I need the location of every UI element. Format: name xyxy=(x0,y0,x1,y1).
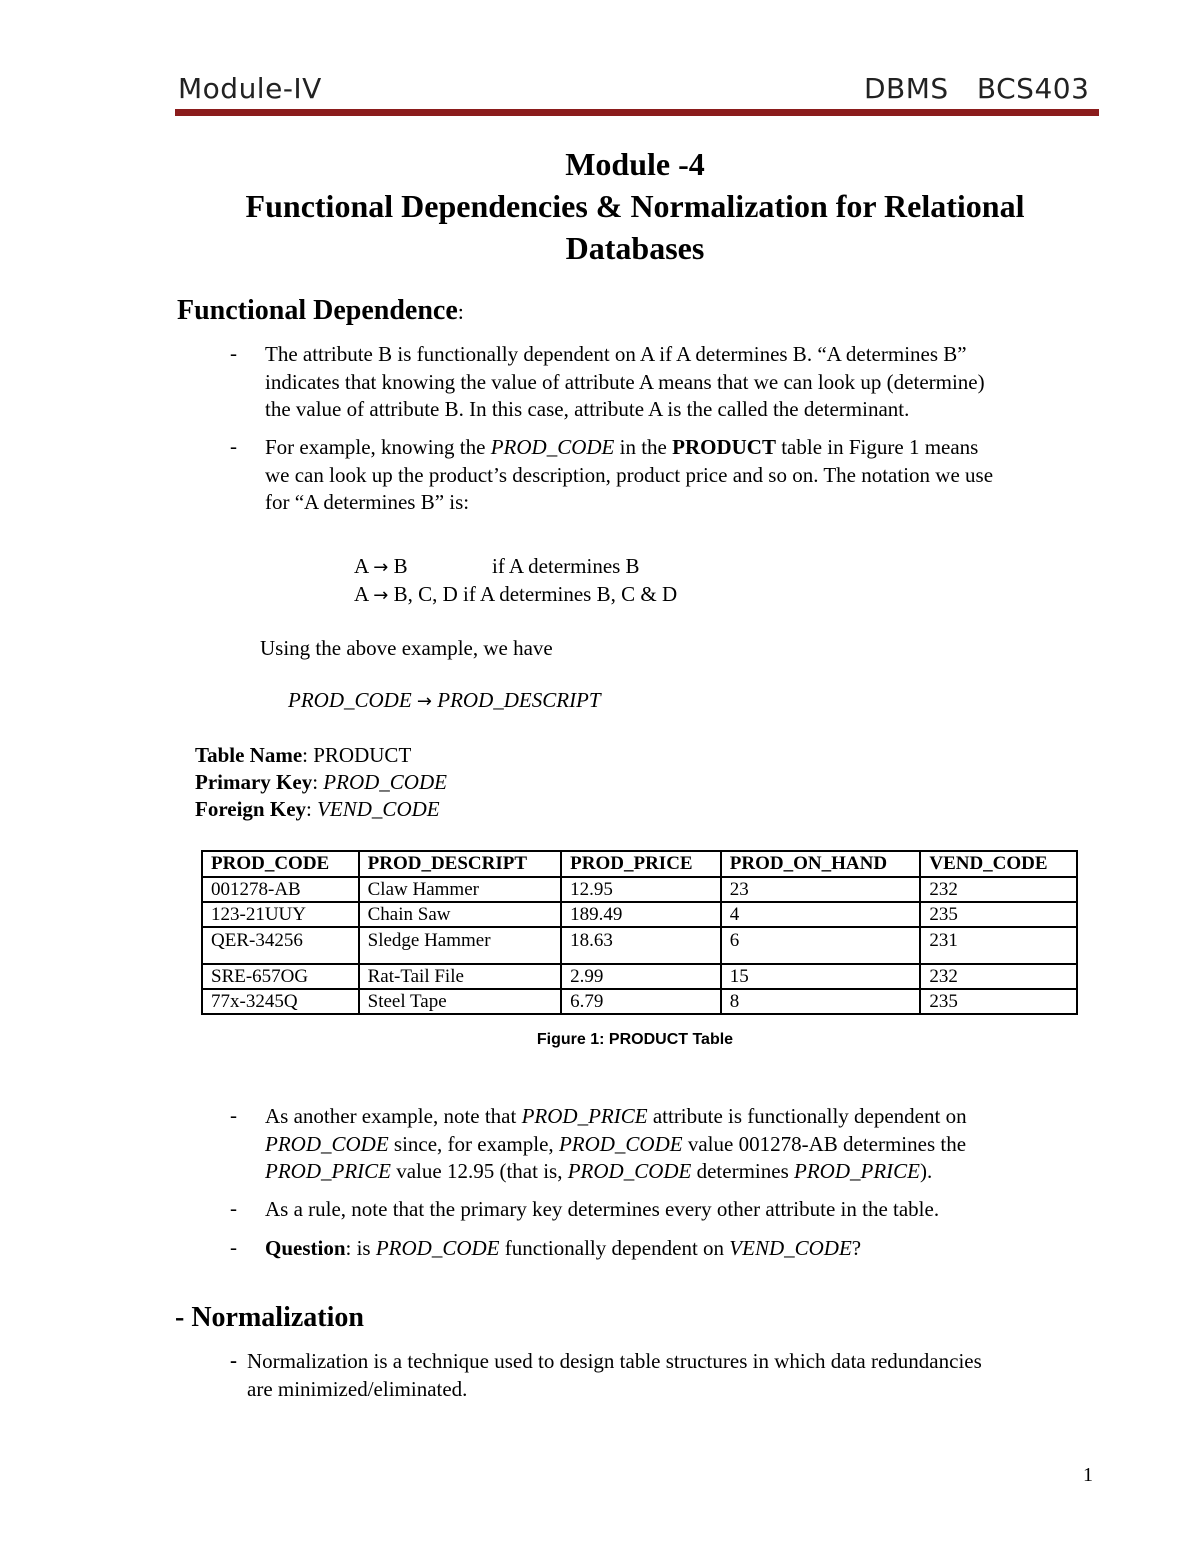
table-cell: 235 xyxy=(920,902,1077,927)
notation-line-2 xyxy=(354,582,677,607)
bullet-dash: - xyxy=(230,434,237,458)
table-cell: 231 xyxy=(920,927,1077,964)
bullet-normalization-definition xyxy=(247,1348,982,1403)
attr-name: PROD_CODE xyxy=(375,1236,500,1260)
arrow-icon: → xyxy=(373,557,389,578)
table-cell: 235 xyxy=(920,989,1077,1014)
header-module-label: Module-IV xyxy=(178,72,322,105)
bullet-fd-example xyxy=(265,434,993,517)
table-row xyxy=(202,927,1077,964)
table-name-product: PRODUCT xyxy=(672,435,776,459)
using-example-text: Using the above example, we have xyxy=(260,636,553,660)
arrow-icon: → xyxy=(416,691,432,712)
text: ). xyxy=(919,1159,933,1183)
table-name-line: Table Name: PRODUCT xyxy=(195,743,412,767)
text: determines xyxy=(691,1159,794,1183)
header-rule xyxy=(175,109,1099,116)
foreign-key-line: Foreign Key: VEND_CODE xyxy=(195,797,440,821)
text: ? xyxy=(851,1236,862,1260)
bullet-line: we can look up the product’s description, product price and so on. The notation we use xyxy=(265,462,994,487)
bullet-line: are minimized/eliminated. xyxy=(247,1376,468,1401)
bullet-dash: - xyxy=(230,341,237,365)
text: value 001278-AB determines the xyxy=(682,1131,967,1156)
text: table in Figure 1 means xyxy=(775,435,979,459)
bullet-dash: - xyxy=(230,1235,237,1259)
page-number: 1 xyxy=(1083,1464,1093,1486)
column-header: PROD_ON_HAND xyxy=(721,851,921,877)
bullet-fd-definition xyxy=(265,341,985,424)
attr-name: PROD_PRICE xyxy=(521,1104,648,1128)
text: since, for example, xyxy=(388,1131,559,1156)
heading-colon: : xyxy=(457,299,464,324)
bullet-line xyxy=(265,1103,967,1131)
meta-label: Primary Key xyxy=(195,770,313,794)
table-cell: SRE-657OG xyxy=(202,964,359,989)
heading-normalization: - Normalization xyxy=(175,1302,364,1333)
notation-lhs: A xyxy=(354,554,369,578)
example-rhs: PROD_DESCRIPT xyxy=(437,688,601,712)
notation-rhs: B xyxy=(393,554,408,578)
bullet-dash: - xyxy=(230,1348,237,1372)
table-cell: Claw Hammer xyxy=(359,877,562,902)
bullet-line: the value of attribute B. In this case, attribute A is the called the determinant. xyxy=(265,397,910,421)
bullet-another-example xyxy=(265,1103,967,1186)
meta-value: PRODUCT xyxy=(313,743,412,767)
table-cell: 23 xyxy=(721,877,921,902)
table-cell: Chain Saw xyxy=(359,902,562,927)
heading-functional-dependence xyxy=(177,295,464,327)
bullet-primary-key-rule: As a rule, note that the primary key determines every other attribute in the table. xyxy=(265,1197,940,1221)
table-cell: Steel Tape xyxy=(359,989,562,1014)
attr-name: PROD_PRICE xyxy=(794,1159,920,1183)
column-header: PROD_DESCRIPT xyxy=(359,851,562,877)
bullet-question xyxy=(265,1235,861,1263)
table-row xyxy=(202,877,1077,902)
figure-caption: Figure 1: PRODUCT Table xyxy=(536,1031,734,1048)
table-row xyxy=(202,964,1077,989)
bullet-line: Normalization is a technique used to design table structures in which data redundancies xyxy=(247,1349,982,1373)
text: functionally dependent on xyxy=(499,1236,730,1260)
title-module: Module -4 xyxy=(565,146,705,182)
text: : is xyxy=(345,1236,376,1260)
bullet-line: for “A determines B” is: xyxy=(265,490,470,514)
table-header-row xyxy=(202,851,1077,877)
bullet-dash: - xyxy=(230,1196,237,1220)
bullet-dash: - xyxy=(230,1103,237,1127)
bullet-line xyxy=(265,1131,967,1159)
notation-rhs: B, C, D xyxy=(393,582,458,606)
meta-value: VEND_CODE xyxy=(317,797,440,821)
column-header: PROD_PRICE xyxy=(561,851,721,877)
attr-name: PROD_CODE xyxy=(558,1131,683,1156)
meta-value: PROD_CODE xyxy=(323,770,447,794)
table-cell: 77x-3245Q xyxy=(202,989,359,1014)
table-row xyxy=(202,989,1077,1014)
table-cell: 123-21UUY xyxy=(202,902,359,927)
text: in the xyxy=(614,435,673,459)
notation-lhs: A xyxy=(354,582,369,606)
table-cell: 15 xyxy=(721,964,921,989)
primary-key-line: Primary Key: PROD_CODE xyxy=(195,770,447,794)
table-cell: 232 xyxy=(920,964,1077,989)
attr-name: PROD_CODE xyxy=(265,1131,389,1156)
table-row xyxy=(202,902,1077,927)
table-cell: 189.49 xyxy=(561,902,721,927)
column-header: PROD_CODE xyxy=(202,851,359,877)
table-cell: 18.63 xyxy=(561,927,721,964)
text: value 12.95 (that is, xyxy=(390,1159,568,1183)
attr-prod-code: PROD_CODE xyxy=(490,435,615,459)
table-cell: 001278-AB xyxy=(202,877,359,902)
meta-label: Table Name xyxy=(195,743,303,767)
attr-name: VEND_CODE xyxy=(729,1236,852,1260)
text: attribute is functionally dependent on xyxy=(647,1104,967,1128)
column-header: VEND_CODE xyxy=(920,851,1077,877)
table-cell: 6.79 xyxy=(561,989,721,1014)
arrow-icon: → xyxy=(373,585,389,606)
table-cell: 4 xyxy=(721,902,921,927)
header-course-label: DBMS BCS403 xyxy=(864,72,1090,105)
text: As another example, note that xyxy=(265,1104,522,1128)
notation-desc-2: if A determines B, C & D xyxy=(463,582,678,606)
bullet-line xyxy=(265,1158,967,1186)
attr-name: PROD_CODE xyxy=(567,1159,692,1183)
table-cell: QER-34256 xyxy=(202,927,359,964)
title-line-3: Databases xyxy=(565,230,705,266)
title-line-2: Functional Dependencies & Normalization for Relational xyxy=(245,188,1025,224)
table-cell: 2.99 xyxy=(561,964,721,989)
question-label: Question xyxy=(265,1236,346,1260)
product-table xyxy=(201,850,1078,1015)
table-cell: 6 xyxy=(721,927,921,964)
table-cell: Sledge Hammer xyxy=(359,927,562,964)
text: For example, knowing the xyxy=(265,435,491,459)
attr-name: PROD_PRICE xyxy=(265,1159,391,1183)
table-cell: 8 xyxy=(721,989,921,1014)
example-dependency xyxy=(288,688,601,713)
meta-label: Foreign Key xyxy=(195,797,307,821)
table-cell: 12.95 xyxy=(561,877,721,902)
example-lhs: PROD_CODE xyxy=(288,688,412,712)
bullet-line: The attribute B is functionally dependent on A if A determines B. “A determines B” xyxy=(265,342,967,366)
table-cell: Rat-Tail File xyxy=(359,964,562,989)
notation-line-1 xyxy=(354,554,408,579)
bullet-line: indicates that knowing the value of attribute A means that we can look up (determine) xyxy=(265,369,985,394)
heading-text: Functional Dependence xyxy=(177,295,458,326)
table-cell: 232 xyxy=(920,877,1077,902)
notation-desc-1: if A determines B xyxy=(492,554,640,578)
bullet-line xyxy=(265,434,993,462)
